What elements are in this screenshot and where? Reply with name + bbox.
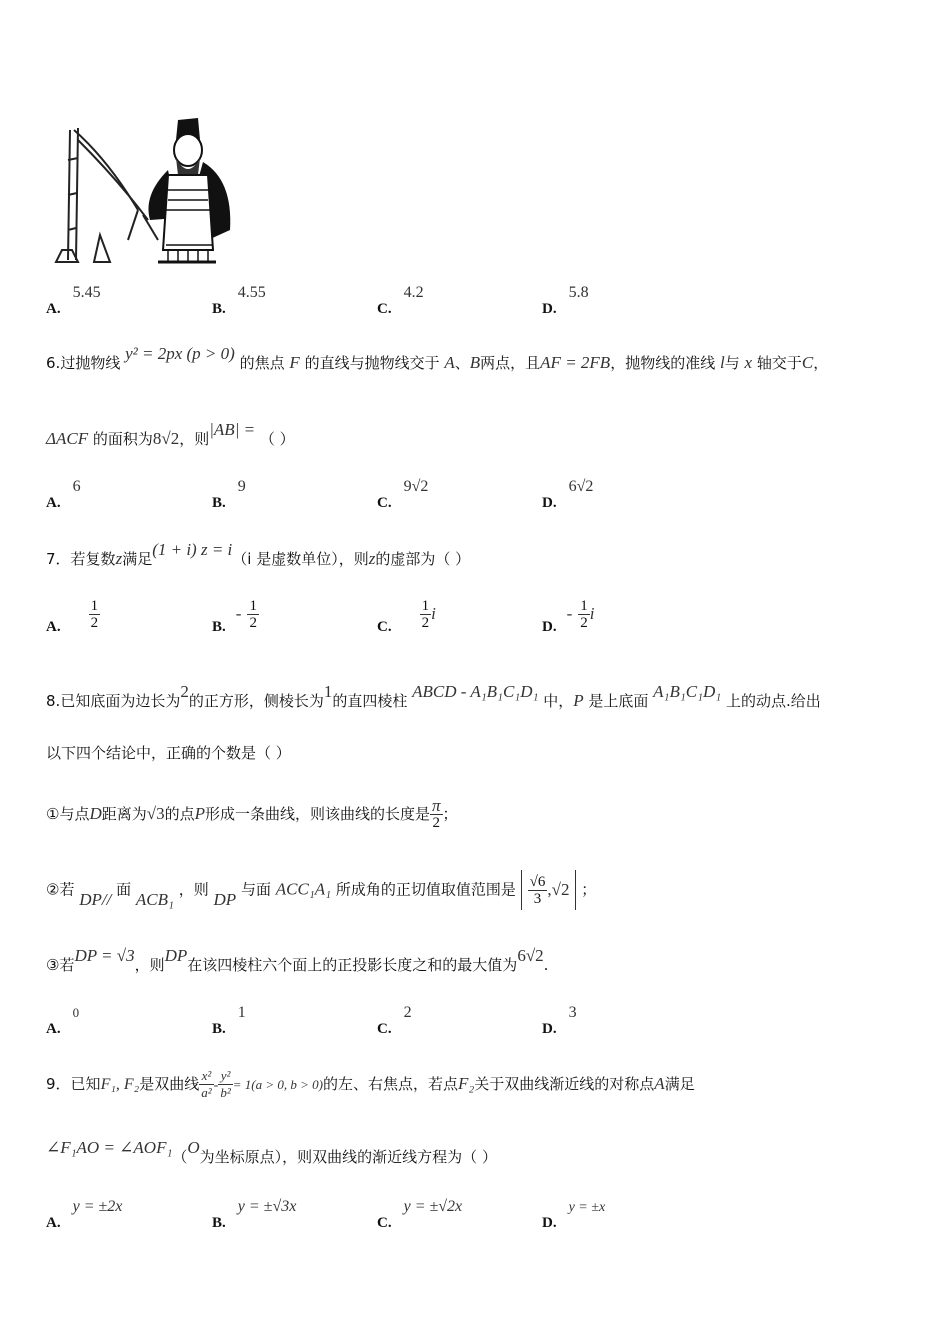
q7-options: [46, 598, 886, 638]
q8-option-b[interactable]: B.1: [212, 1004, 246, 1037]
q6-stem-line2: ΔACF 的面积为8√2，则|AB| = （ ）: [46, 420, 295, 448]
q6-option-a[interactable]: A.6: [46, 478, 81, 511]
q8-statement-3: ③若DP = √3，则DP在该四棱柱六个面上的正投影长度之和的最大值为6√2.: [46, 946, 549, 974]
q8-option-c[interactable]: C.2: [377, 1004, 412, 1037]
q9-stem-line1: 9．已知F₁, F₂是双曲线 $\frac{\text{x²}}{\text{a²}}$ - $\frac{\text{y²}}{\text{b²}}$ = 1(a > 0, b > 0)的左、右焦点，若点F₂关于双曲线渐近线的对称点A满足: [46, 1068, 695, 1100]
q5-option-b[interactable]: B.4.55: [212, 284, 266, 317]
q5-option-c[interactable]: C.4.2: [377, 284, 424, 317]
q8-stem-line2: 以下四个结论中，正确的个数是（ ）: [46, 744, 291, 762]
q9-option-b[interactable]: B.y = ±√3x: [212, 1198, 297, 1231]
q5-options: [46, 286, 886, 326]
q8-stem-line1: 8.已知底面为边长为2的正方形，侧棱长为1的直四棱柱 ABCD - A₁B₁C₁D₁ 中，P 是上底面 A₁B₁C₁D₁ 上的动点.给出: [46, 682, 821, 710]
q7-stem: 7．若复数z满足(1 + i) z = i（i 是虚数单位），则z的虚部为（ ）: [46, 540, 471, 568]
q9-stem-line2: ∠F₁AO = ∠AOF₁（O为坐标原点），则双曲线的渐近线方程为（ ）: [46, 1138, 497, 1166]
q9-option-a[interactable]: A.y = ±2x: [46, 1198, 123, 1231]
q8-option-a[interactable]: A.$^0$: [46, 1005, 80, 1037]
q8-statement-2: ②若 DP// 面 ACB₁ ，则 DP 与面 ACC₁A₁ 所成角的正切值取值范围是 $\frac{√6}{3}$ ,√2 ；: [46, 870, 596, 910]
q7-option-b[interactable]: B.- $\frac{1}{2}$: [212, 598, 257, 635]
ancient-scholar-bamboo-illustration: [48, 100, 238, 270]
q9-option-d[interactable]: D.y = ±x: [542, 1200, 606, 1231]
q8-options: [46, 1006, 886, 1046]
q5-option-a[interactable]: A.5.45: [46, 284, 101, 317]
q9-option-c[interactable]: C.y = ±√2x: [377, 1198, 463, 1231]
q6-option-d[interactable]: D.6√2: [542, 478, 594, 511]
q9-options: [46, 1200, 886, 1240]
q7-option-c[interactable]: C. $\frac{1}{2}$ i: [377, 598, 436, 635]
q6-options: [46, 480, 886, 520]
q6-option-b[interactable]: B.9: [212, 478, 246, 511]
q8-statement-1: ①与点D距离为√3的点P形成一条曲线，则该曲线的长度是 $\frac{\pi}{2}$ ；: [46, 796, 458, 831]
q8-option-d[interactable]: D.3: [542, 1004, 577, 1037]
q7-option-a[interactable]: A. $\frac{1}{2}$: [46, 598, 99, 635]
q7-option-d[interactable]: D.- $\frac{1}{2}$ i: [542, 598, 595, 635]
q7-equation: (1 + i) z = i: [152, 540, 233, 559]
q5-option-d[interactable]: D.5.8: [542, 284, 589, 317]
q6-parabola-equation: y² = 2px (p > 0): [125, 344, 235, 363]
q6-stem-line1: 6.过抛物线 y² = 2px (p > 0) 的焦点 F 的直线与抛物线交于 A、B两点，且AF = 2FB，抛物线的准线 l与 x 轴交于C，: [46, 344, 829, 372]
q6-option-c[interactable]: C.9√2: [377, 478, 429, 511]
